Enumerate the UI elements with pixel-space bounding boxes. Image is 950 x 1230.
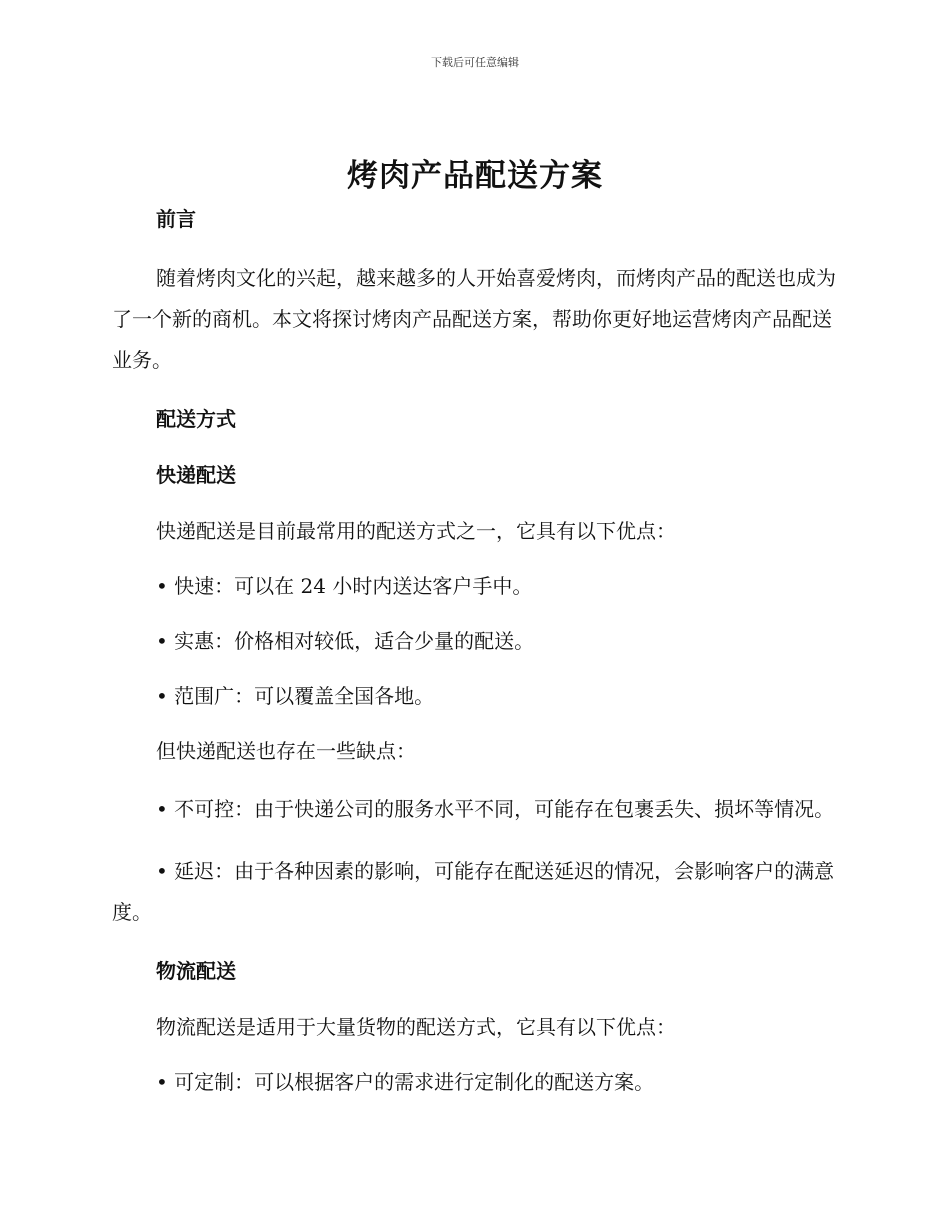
- list-item-uncontrollable: • 不可控：由于快递公司的服务水平不同，可能存在包裹丢失、损坏等情况。: [156, 797, 835, 821]
- document-title: 烤肉产品配送方案: [347, 158, 603, 194]
- list-item-wide-coverage: • 范围广：可以覆盖全国各地。: [156, 684, 435, 708]
- subheading-logistics-delivery: 物流配送: [156, 959, 236, 983]
- list-item-affordable: • 实惠：价格相对较低，适合少量的配送。: [156, 629, 535, 653]
- section-heading-preface: 前言: [156, 207, 196, 231]
- list-item-customizable: • 可定制：可以根据客户的需求进行定制化的配送方案。: [156, 1070, 655, 1094]
- paragraph-intro: 随着烤肉文化的兴起，越来越多的人开始喜爱烤肉，而烤肉产品的配送也成为了一个新的商机。本文将探讨烤肉产品配送方案，帮助你更好地运营烤肉产品配送业务。: [112, 266, 836, 372]
- subheading-express-delivery: 快递配送: [156, 463, 236, 487]
- section-heading-delivery-methods: 配送方式: [156, 407, 236, 431]
- list-item-delay: • 延迟：由于各种因素的影响，可能存在配送延迟的情况，会影响客户的满意度。: [112, 859, 835, 924]
- header-note: 下载后可任意编辑: [431, 56, 519, 69]
- paragraph-express-drawbacks: 但快递配送也存在一些缺点：: [156, 739, 416, 763]
- document-body: [112, 202, 836, 1120]
- list-item-fast: • 快速：可以在 24 小时内送达客户手中。: [156, 574, 533, 598]
- paragraph-express-intro: 快递配送是目前最常用的配送方式之一，它具有以下优点：: [156, 519, 676, 543]
- paragraph-logistics-intro: 物流配送是适用于大量货物的配送方式，它具有以下优点：: [156, 1015, 676, 1039]
